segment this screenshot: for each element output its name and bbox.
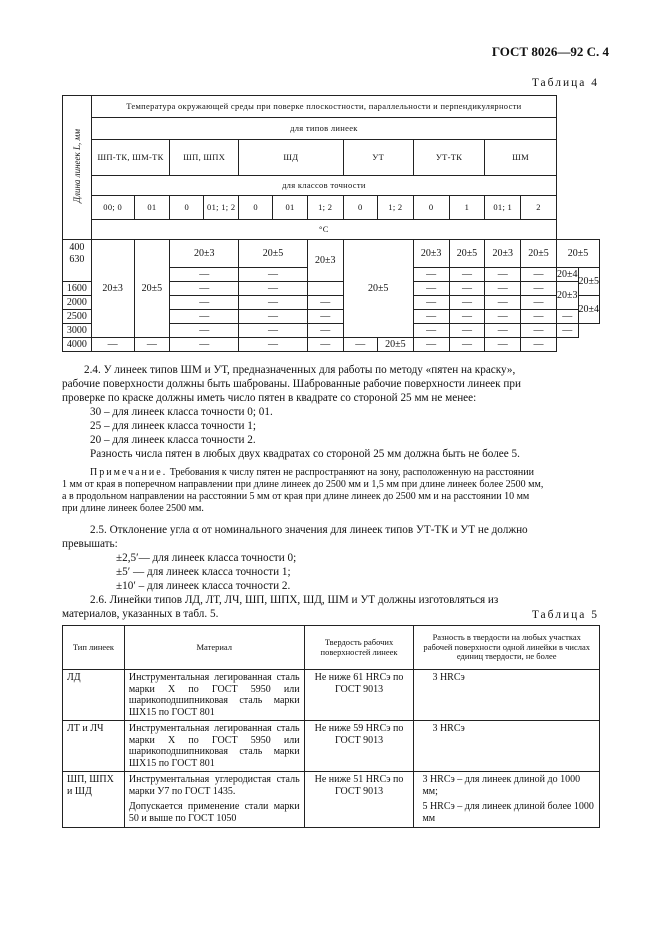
dash-cell: —: [485, 296, 521, 310]
value-cell: 20±3: [91, 240, 134, 338]
dash-cell: —: [521, 268, 557, 282]
t5-header-type: Тип линеек: [63, 626, 125, 670]
dash-cell: —: [91, 338, 134, 352]
para-2-5-item1: ±2,5′— для линеек класса точности 0;: [116, 552, 297, 564]
dash-cell: —: [239, 268, 308, 282]
para-2-4-item3: 20 – для линеек класса точности 2.: [90, 434, 256, 446]
class-cell: 1; 2: [307, 196, 343, 220]
t5-material: [124, 772, 304, 828]
dash-cell: —: [521, 282, 557, 296]
length-header: Длина линеек L, мм: [63, 96, 92, 240]
dash-cell: —: [307, 338, 343, 352]
para-2-4-line1: 2.4. У линеек типов ШМ и УТ, предназначенных для работы по методу «пятен на краску»,: [84, 364, 516, 376]
dash-cell: —: [170, 296, 239, 310]
value-cell: 20±4: [578, 296, 600, 324]
note-line2: 1 мм от края в поперечном направлении при длине линеек до 2500 мм и 1,5 мм при длине линеек более 2500 мм,: [62, 479, 544, 490]
type-cell: ШП, ШПХ: [170, 140, 239, 176]
dash-cell: —: [239, 296, 308, 310]
length-2000: 2000: [63, 296, 92, 310]
t5-hardness: Не ниже 61 HRCэ по ГОСТ 9013: [304, 670, 414, 721]
dash-cell: —: [413, 310, 449, 324]
dash-cell: —: [557, 324, 579, 338]
para-2-4-line2: рабочие поверхности должны быть шаброваны. Шаброванные рабочие поверхности линеек при: [62, 378, 521, 390]
para-2-4-item1: 30 – для линеек класса точности 0; 01.: [90, 406, 273, 418]
table-row: [63, 772, 600, 828]
dash-cell: —: [239, 282, 308, 296]
page-header: ГОСТ 8026—92 С. 4: [491, 44, 609, 59]
value-cell: 20±3: [485, 240, 521, 268]
dash-cell: —: [413, 338, 449, 352]
type-cell: ШМ: [485, 140, 557, 176]
dash-cell: —: [449, 296, 485, 310]
table-row: [63, 670, 600, 721]
dash-cell: —: [307, 324, 343, 338]
value-cell: 20±5: [449, 240, 485, 268]
class-cell: 0: [343, 196, 377, 220]
dash-cell: —: [449, 268, 485, 282]
value-cell: 20±5: [557, 240, 600, 268]
dash-cell: —: [521, 296, 557, 310]
t5-diff: 3 HRCэ: [414, 721, 600, 772]
dash-cell: —: [521, 324, 557, 338]
dash-cell: —: [170, 338, 239, 352]
value-cell: 20±5: [343, 240, 413, 338]
class-cell: 0: [413, 196, 449, 220]
table-row: [63, 721, 600, 772]
t5-type: ЛД: [63, 670, 125, 721]
value-cell: 20±5: [377, 338, 413, 352]
note-line4: при длине линеек более 2500 мм.: [62, 503, 204, 514]
class-cell: 00; 0: [91, 196, 134, 220]
temperature-header: Температура окружающей среды при поверке плоскостности, параллельности и перпендикулярности: [91, 96, 556, 118]
class-cell: 1; 2: [377, 196, 413, 220]
types-header: для типов линеек: [91, 118, 556, 140]
t5-diff: [414, 772, 600, 828]
classes-header: для классов точности: [91, 176, 556, 196]
value-cell: 20±3: [413, 240, 449, 268]
dash-cell: —: [239, 310, 308, 324]
dash-cell: —: [307, 296, 343, 310]
type-cell: ШД: [239, 140, 343, 176]
para-2-5-line1: 2.5. Отклонение угла α от номинального значения для линеек типов УТ-ТК и УТ не должно: [90, 524, 528, 536]
unit-header: °С: [91, 220, 556, 240]
dash-cell: —: [557, 310, 579, 324]
t5-diff-line: 3 HRCэ – для линеек длиной до 1000 мм;: [422, 774, 581, 797]
t5-hardness: Не ниже 59 HRCэ по ГОСТ 9013: [304, 721, 414, 772]
value-cell: 20±5: [578, 268, 600, 296]
para-2-4-line3: проверке по краске должны иметь число пятен в квадрате со стороной 25 мм не менее:: [62, 392, 477, 404]
dash-cell: —: [134, 338, 170, 352]
note-line1: Примечание. Требования к числу пятен не распространяют на зону, расположенную на расстоянии: [90, 467, 534, 478]
value-cell: 20±5: [239, 240, 308, 268]
dash-cell: —: [449, 282, 485, 296]
length-400-630: 400 630: [63, 240, 92, 282]
table4-caption: Таблица 4: [531, 77, 599, 89]
para-2-5-item2: ±5′ — для линеек класса точности 1;: [116, 566, 291, 578]
para-2-4-item2: 25 – для линеек класса точности 1;: [90, 420, 256, 432]
dash-cell: —: [170, 310, 239, 324]
value-cell: 20±3: [307, 240, 343, 282]
dash-cell: —: [485, 268, 521, 282]
value-cell: 20±3: [170, 240, 239, 268]
t5-material-line2: Допускается применение стали марки 50 и выше по ГОСТ 1050: [128, 801, 300, 824]
dash-cell: —: [449, 310, 485, 324]
t5-material: Инструментальная легированная сталь марки Х по ГОСТ 5950 или шарикоподшипниковая сталь марки ШХ15 по ГОСТ 801: [124, 670, 304, 721]
table-4: [62, 95, 600, 352]
para-2-6-line2: материалов, указанных в табл. 5.: [62, 608, 219, 620]
length-3000: 3000: [63, 324, 92, 338]
para-2-6-line1: 2.6. Линейки типов ЛД, ЛТ, ЛЧ, ШП, ШПХ, ШД, ШМ и УТ должны изготовляться из: [90, 594, 499, 606]
class-cell: 01; 1: [485, 196, 521, 220]
type-cell: УТ: [343, 140, 413, 176]
value-cell: 20±5: [521, 240, 557, 268]
dash-cell: —: [485, 338, 521, 352]
dash-cell: —: [485, 324, 521, 338]
dash-cell: —: [413, 268, 449, 282]
t5-material-line: Инструментальная углеродистая сталь марки У7 по ГОСТ 1435.: [128, 774, 300, 797]
dash-cell: —: [413, 324, 449, 338]
dash-cell: —: [413, 296, 449, 310]
class-cell: 1: [449, 196, 485, 220]
dash-cell: —: [170, 268, 239, 282]
type-cell: ШП-ТК, ШМ-ТК: [91, 140, 170, 176]
dash-cell: —: [485, 310, 521, 324]
table-5: [62, 625, 600, 828]
class-cell: 2: [521, 196, 557, 220]
length-2500: 2500: [63, 310, 92, 324]
note-line3: а в продольном направлении на расстоянии 5 мм от края при длине линеек до 2500 мм и на расстоянии 10 мм: [62, 491, 530, 502]
t5-header-hardness: Твердость рабочих поверхностей линеек: [304, 626, 414, 670]
t5-diff-line2: 5 HRCэ – для линеек длиной более 1000 мм: [422, 801, 594, 824]
dash-cell: —: [521, 310, 557, 324]
dash-cell: —: [449, 338, 485, 352]
dash-cell: —: [307, 310, 343, 324]
para-2-5-item3: ±10′ – для линеек класса точности 2.: [116, 580, 291, 592]
value-cell: 20±5: [134, 240, 170, 338]
class-cell: 0: [170, 196, 204, 220]
para-2-5-line2: превышать:: [62, 538, 118, 550]
dash-cell: —: [170, 282, 239, 296]
table5-caption: Таблица 5: [531, 609, 599, 621]
t5-diff: 3 HRCэ: [414, 670, 600, 721]
dash-cell: —: [413, 282, 449, 296]
class-cell: 0: [239, 196, 273, 220]
dash-cell: —: [449, 324, 485, 338]
para-2-4-line4: Разность числа пятен в любых двух квадратах со стороной 25 мм должна быть не более 5.: [90, 448, 520, 460]
class-cell: 01; 1; 2: [204, 196, 239, 220]
dash-cell: —: [239, 338, 308, 352]
t5-type: ЛТ и ЛЧ: [63, 721, 125, 772]
dash-cell: —: [343, 338, 377, 352]
length-4000: 4000: [63, 338, 92, 352]
type-cell: УТ-ТК: [413, 140, 485, 176]
t5-header-diff: Разность в твердости на любых участках рабочей поверхности одной линейки в числах единиц твердости, не более: [414, 626, 600, 670]
class-cell: 01: [134, 196, 170, 220]
class-cell: 01: [273, 196, 308, 220]
t5-type: ШП, ШПХ и ШД: [63, 772, 125, 828]
value-cell: 20±3: [557, 282, 579, 310]
t5-material: Инструментальная легированная сталь марки Х по ГОСТ 5950 или шарикоподшипниковая сталь марки ШХ15 по ГОСТ 801: [124, 721, 304, 772]
value-cell: 20±4: [557, 268, 578, 280]
t5-header-material: Материал: [124, 626, 304, 670]
dash-cell: —: [170, 324, 239, 338]
dash-cell: —: [521, 338, 557, 352]
t5-hardness: Не ниже 51 HRCэ по ГОСТ 9013: [304, 772, 414, 828]
dash-cell: —: [485, 282, 521, 296]
dash-cell: [307, 282, 343, 296]
length-1600: 1600: [63, 282, 92, 296]
dash-cell: —: [239, 324, 308, 338]
